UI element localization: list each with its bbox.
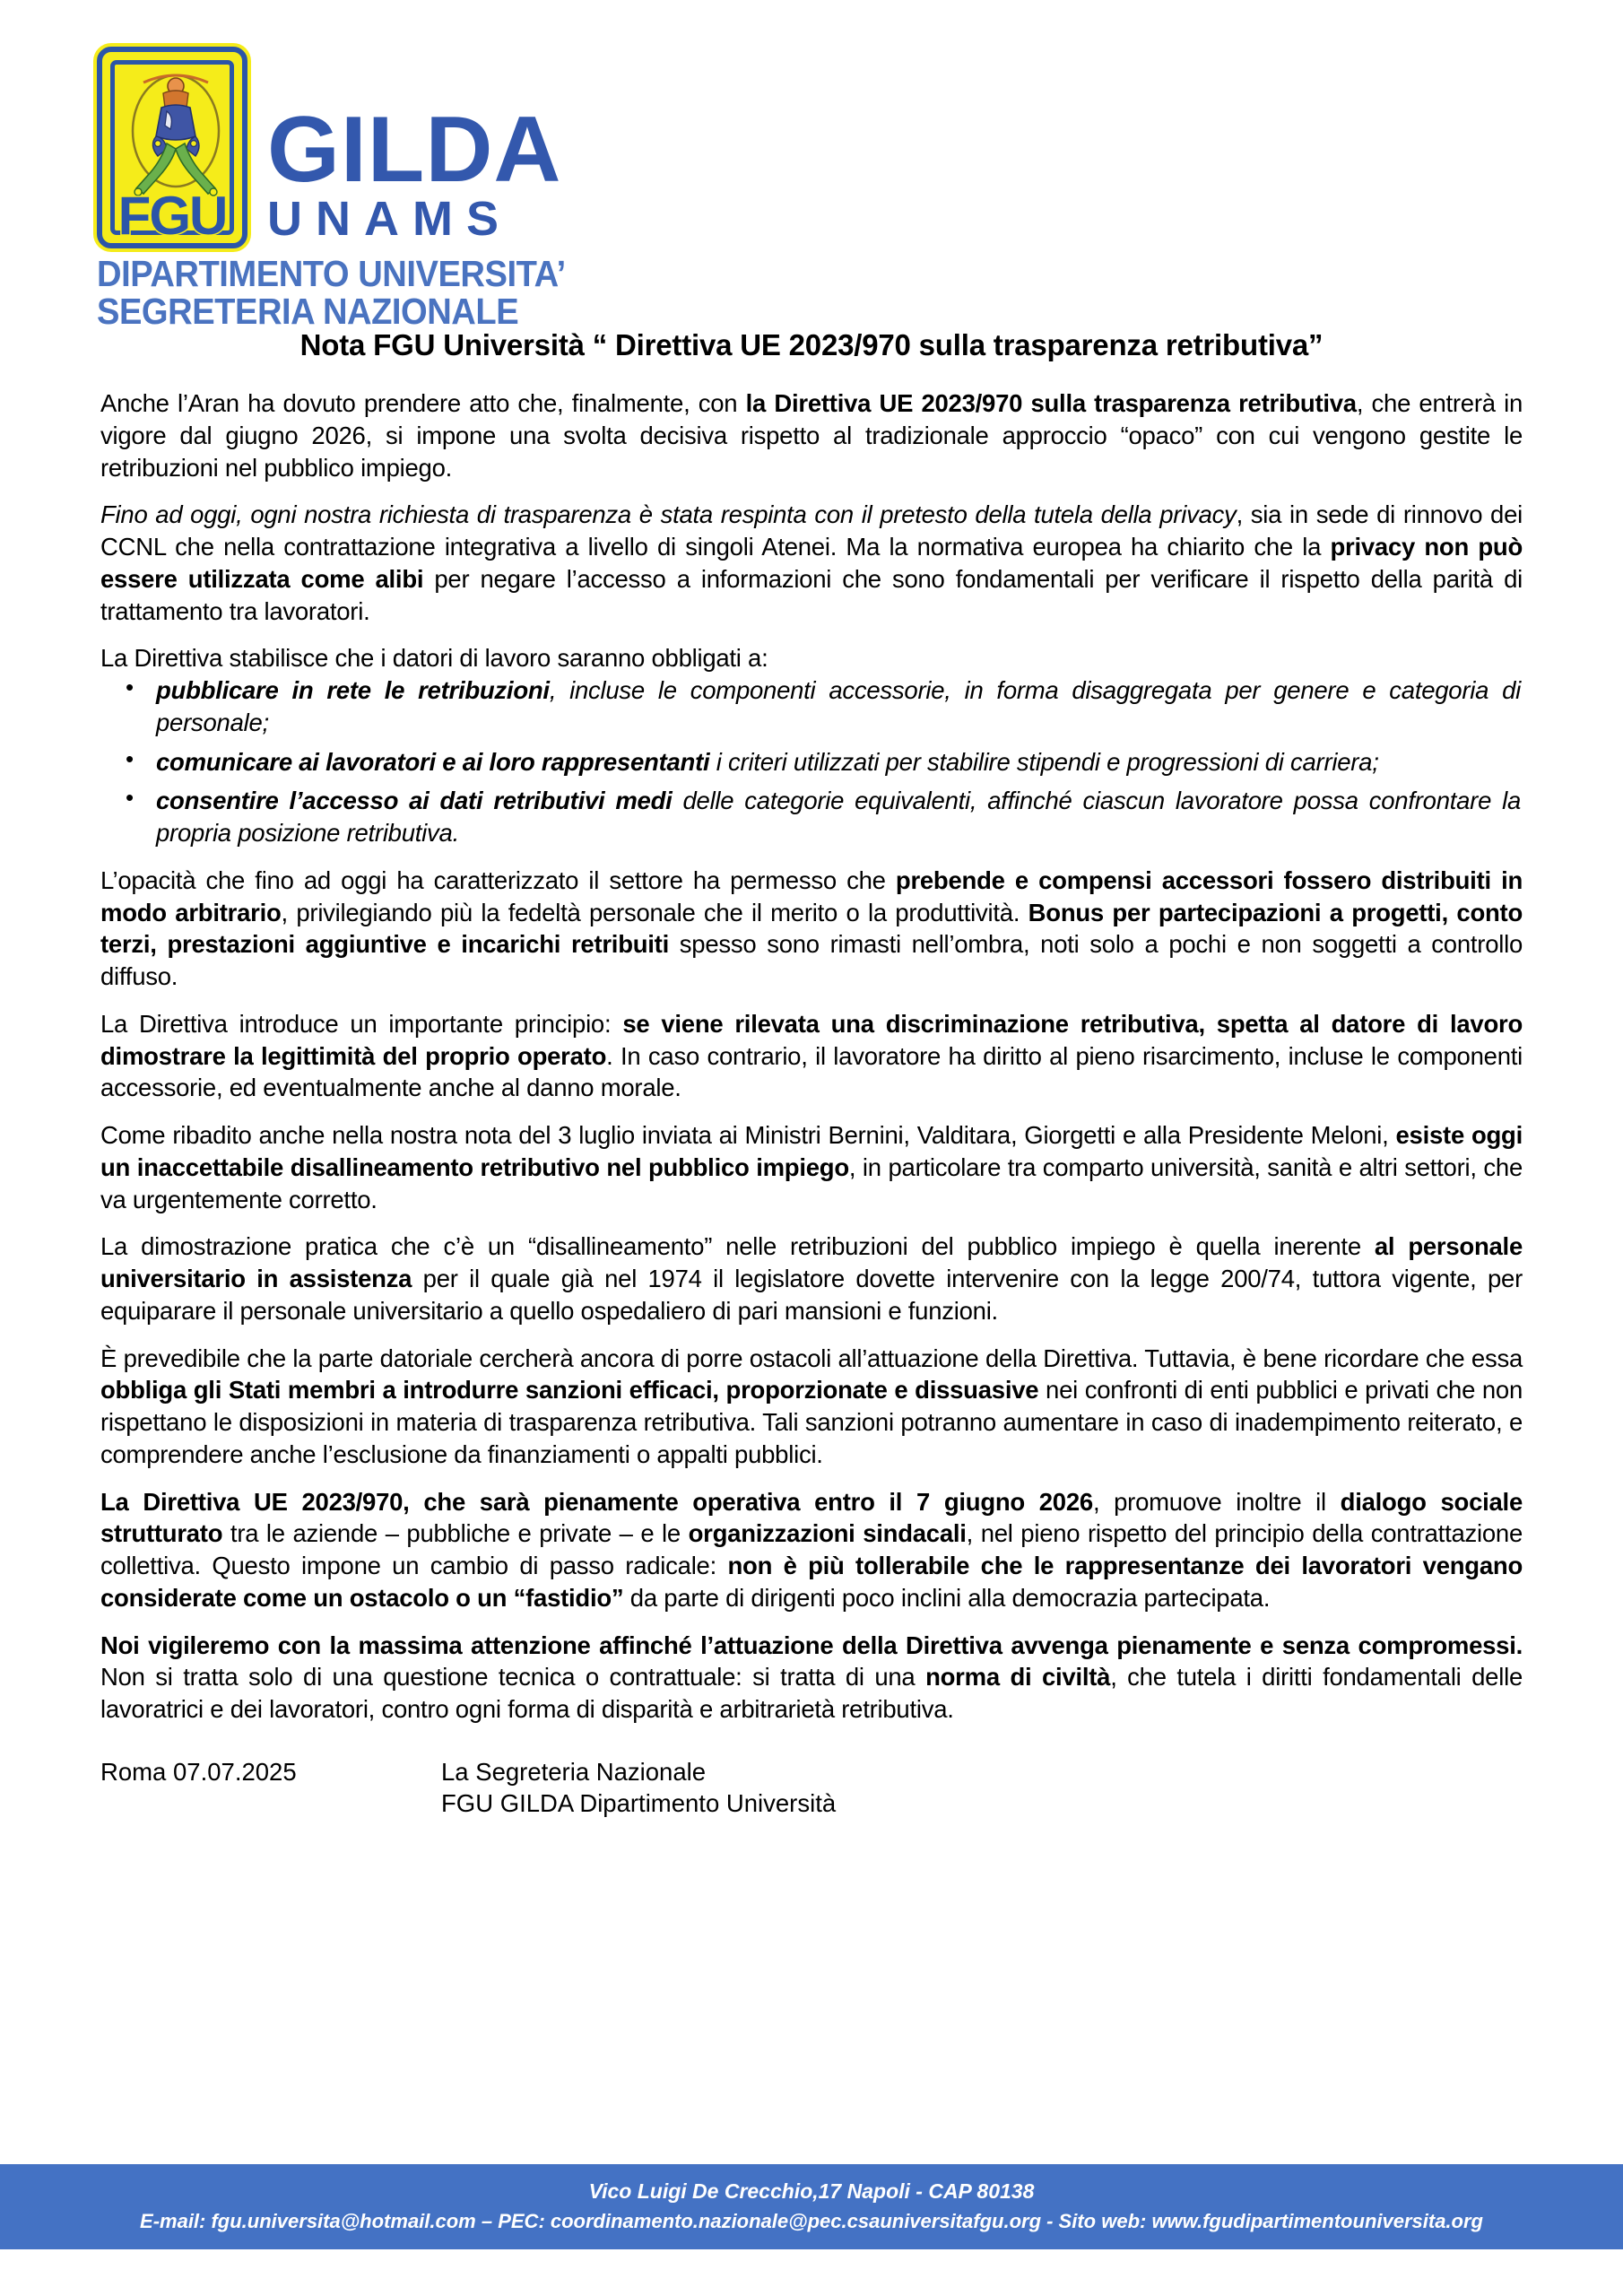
footer-address: Vico Luigi De Crecchio,17 Napoli - CAP 80138 xyxy=(588,2179,1035,2203)
letterhead xyxy=(0,0,1623,332)
paragraph: L’opacità che fino ad oggi ha caratterizzato il settore ha permesso che prebende e compensi accessori fossero distribuiti in modo arbitrario, privilegiando più la fedeltà personale che il merito o la produttività. Bonus per partecipazioni a progetti, conto terzi, prestazioni aggiuntive e incarichi retribuiti spesso sono rimasti nell’ombra, noti solo a pochi e non soggetti a controllo diffuso. xyxy=(100,865,1523,990)
document-body xyxy=(0,328,1623,1819)
signatory xyxy=(441,1756,1523,1819)
wordmark xyxy=(267,97,562,248)
place-and-date: Roma 07.07.2025 xyxy=(100,1757,297,1786)
paragraph: La Direttiva introduce un importante principio: se viene rilevata una discriminazione retributiva, spetta al datore di lavoro dimostrare la legittimità del proprio operato. In caso contrario, il lavoratore ha diritto al pieno risarcimento, incluse le componenti accessorie, ed eventualmente anche al danno morale. xyxy=(100,1009,1523,1102)
emblem-word: FGU xyxy=(117,186,227,246)
paragraphs-after-list xyxy=(100,865,1523,1726)
page-footer xyxy=(0,2164,1623,2250)
signatory-line-2: FGU GILDA Dipartimento Università xyxy=(441,1788,837,1817)
obligations-list xyxy=(100,674,1523,849)
fgu-emblem xyxy=(97,47,247,248)
page-title: Nota FGU Università “ Direttiva UE 2023/970 sulla trasparenza retributiva” xyxy=(299,328,1324,361)
paragraph: Come ribadito anche nella nostra nota del 3 luglio inviata ai Ministri Bernini, Valditara, Giorgetti e alla Presidente Meloni, esiste oggi un inaccettabile disallineamento retributivo nel pubblico impiego, in particolare tra comparto università, sanità e altri settori, che va urgentemente corretto. xyxy=(100,1121,1523,1213)
paragraph: È prevedibile che la parte datoriale cercherà ancora di porre ostacoli all’attuazione della Direttiva. Tuttavia, è bene ricordare che essa obbliga gli Stati membri a introdurre sanzioni efficaci, proporzionate e dissuasive nei confronti di enti pubblici e privati che non rispettano le disposizioni in materia di trasparenza retributiva. Tali sanzioni potranno aumentare in caso di inadempimento reiterato, e comprendere anche l’esclusione da finanziamenti o appalti pubblici. xyxy=(100,1344,1523,1468)
paragraph: Noi vigileremo con la massima attenzione affinché l’attuazione della Direttiva avvenga pienamente e senza compromessi. Non si tratta solo di una questione tecnica o contrattuale: si tratta di una norma di civiltà, che tutela i diritti fondamentali delle lavoratrici e dei lavoratori, contro ogni forma di disparità e arbitrarietà retributiva. xyxy=(100,1631,1523,1723)
department-line-2: SEGRETERIA NAZIONALE xyxy=(97,290,519,332)
jester-figure-icon xyxy=(117,66,235,201)
paragraphs-before-list xyxy=(100,387,1523,674)
list-item: • pubblicare in rete le retribuzioni, incluse le componenti accessorie, in forma disaggregata per genere e categoria di personale; xyxy=(100,674,1523,739)
paragraph: La Direttiva stabilisce che i datori di lavoro saranno obbligati a: xyxy=(100,644,768,673)
paragraph: La dimostrazione pratica che c’è un “disallineamento” nelle retribuzioni del pubblico impiego è quella inerente al personale universitario in assistenza per il quale già nel 1974 il legislatore dovette intervenire con la legge 200/74, tuttora vigente, per equiparare il personale universitario a quello ospedaliero di pari mansioni e funzioni. xyxy=(100,1232,1523,1325)
footer-contacts: E-mail: fgu.universita@hotmail.com – PEC: coordinamento.nazionale@pec.csauniversitafgu.org - Sito web: www.fgudipartimentouniversita.org xyxy=(140,2210,1483,2232)
paragraph: Fino ad oggi, ogni nostra richiesta di trasparenza è stata respinta con il pretesto della tutela della privacy, sia in sede di rinnovo dei CCNL che nella contrattazione integrativa a livello di singoli Atenei. Ma la normativa europea ha chiarito che la privacy non può essere utilizzata come alibi per negare l’accesso a informazioni che sono fondamentali per verificare il rispetto della parità di trattamento tra lavoratori. xyxy=(100,500,1523,625)
logo-top-row xyxy=(97,47,601,248)
list-item: • consentire l’accesso ai dati retributivi medi delle categorie equivalenti, affinché ciascun lavoratore possa confrontare la propria posizione retributiva. xyxy=(100,785,1523,849)
department-heading xyxy=(97,253,566,332)
paragraph: La Direttiva UE 2023/970, che sarà pienamente operativa entro il 7 giugno 2026, promuove inoltre il dialogo sociale strutturato tra le aziende – pubbliche e private – e le organizzazioni sindacali, nel pieno rispetto del principio della contrattazione collettiva. Questo impone un cambio di passo radicale: non è più tollerabile che le rappresentanze dei lavoratori vengano considerate come un ostacolo o un “fastidio” da parte di dirigenti poco inclini alla democrazia partecipata. xyxy=(100,1487,1523,1612)
logo-block xyxy=(97,47,601,331)
department-line-1: DIPARTIMENTO UNIVERSITA’ xyxy=(97,253,566,294)
wordmark-gilda: GILDA xyxy=(267,97,562,202)
list-item: • comunicare ai lavoratori e ai loro rappresentanti i criteri utilizzati per stabilire stipendi e progressioni di carriera; xyxy=(100,746,1523,778)
signature-block xyxy=(100,1756,1523,1819)
signatory-line-1: La Segreteria Nazionale xyxy=(441,1757,707,1786)
wordmark-unams: UNAMS xyxy=(267,192,512,247)
paragraph: Anche l’Aran ha dovuto prendere atto che, finalmente, con la Direttiva UE 2023/970 sulla trasparenza retributiva, che entrerà in vigore dal giugno 2026, si impone una svolta decisiva rispetto al tradizionale approccio “opaco” con cui vengono gestite le retribuzioni nel pubblico impiego. xyxy=(100,389,1523,482)
